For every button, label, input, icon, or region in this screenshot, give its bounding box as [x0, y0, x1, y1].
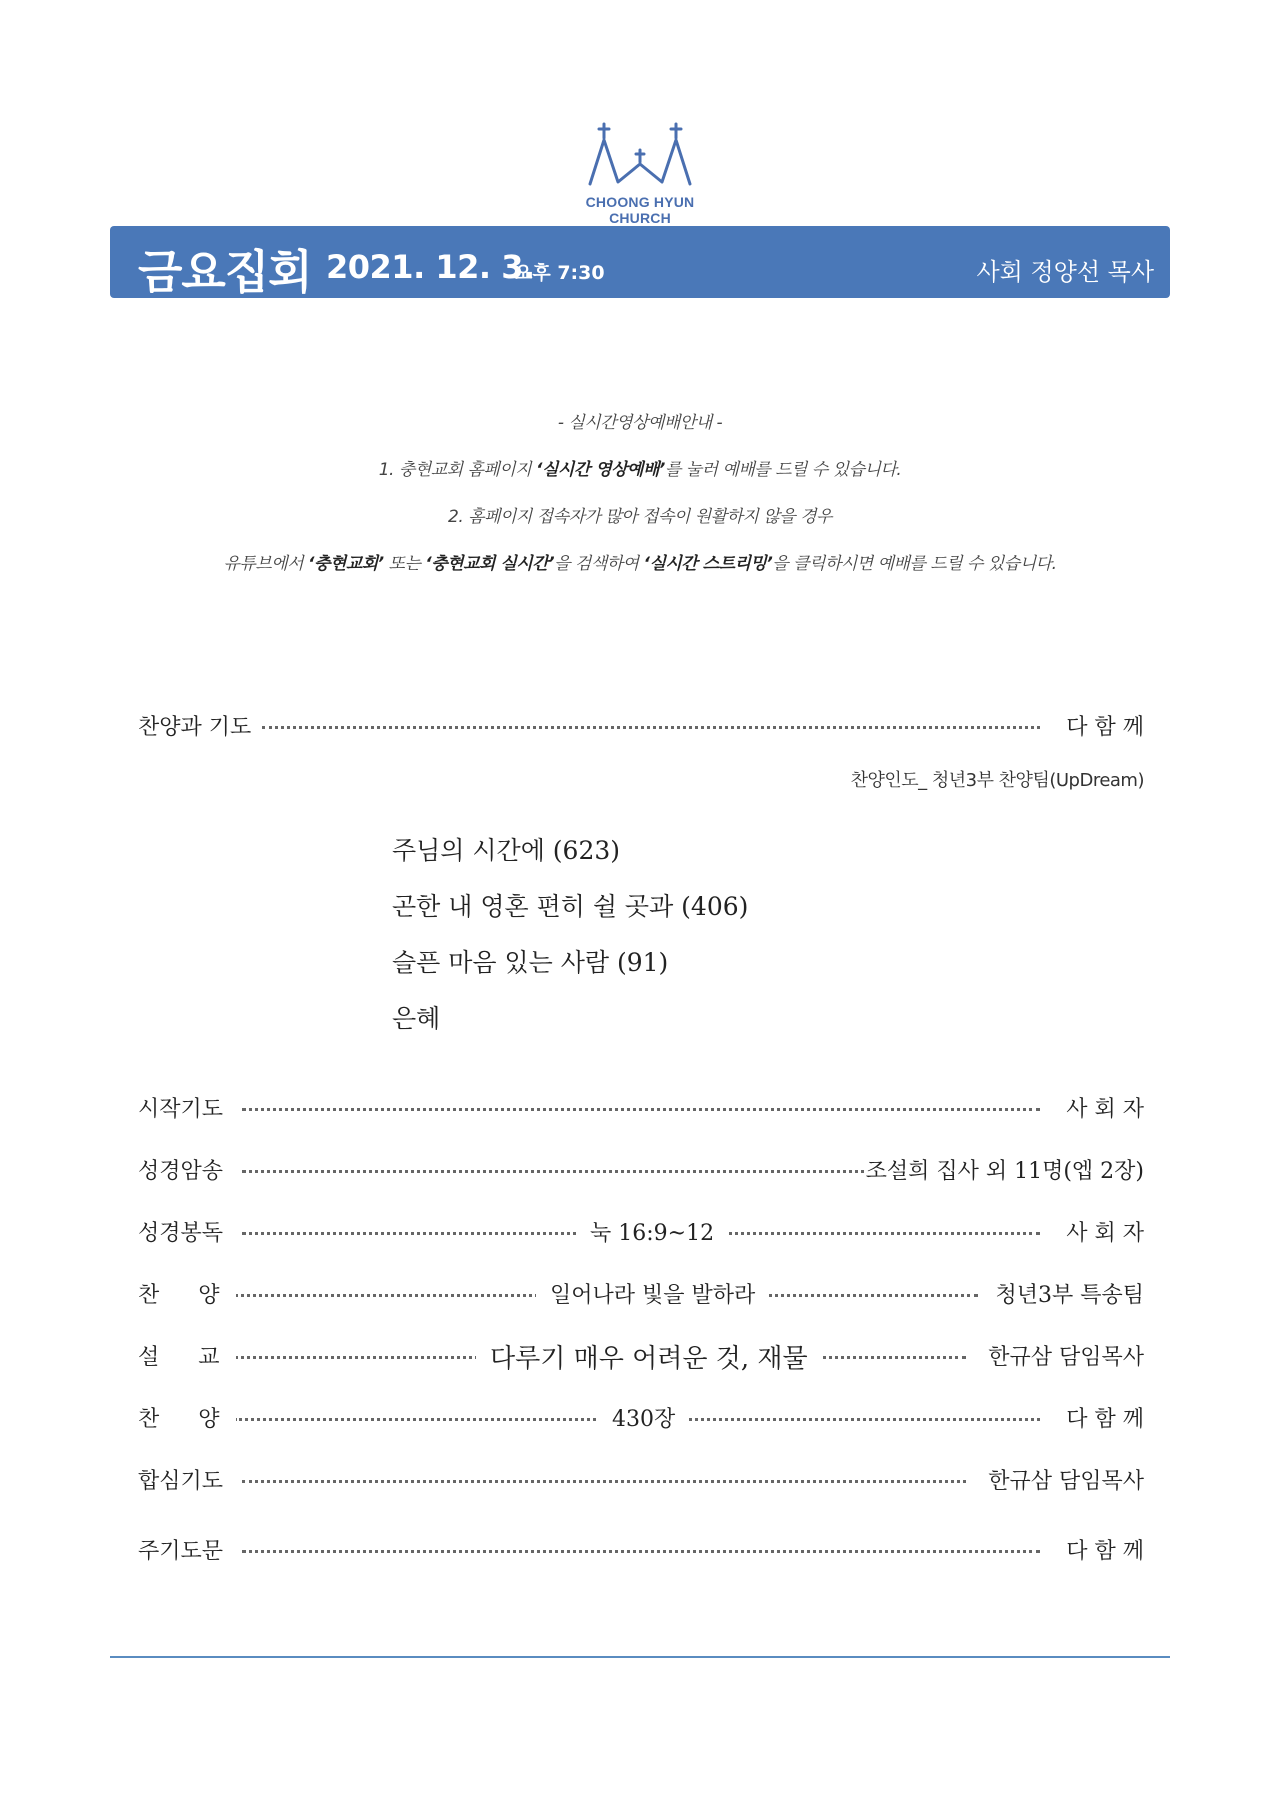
order-label: 성경봉독 [138, 1216, 223, 1247]
song-item: 곤한 내 영혼 편히 쉴 곳과 (406) [392, 892, 749, 921]
notice-text: 유튜브에서 [223, 554, 309, 574]
order-label: 합심기도 [138, 1464, 223, 1495]
order-item-praise [138, 710, 1144, 744]
order-leader: 다 함 께 [1066, 1402, 1144, 1433]
order-leader: 다 함 께 [1066, 1534, 1144, 1565]
notice-text: 를 눌러 예배를 드릴 수 있습니다. [664, 460, 902, 480]
order-leader: 사 회 자 [1066, 1216, 1144, 1247]
song-item: 슬픈 마음 있는 사람 (91) [392, 948, 669, 977]
order-leader: 한규삼 담임목사 [988, 1340, 1144, 1371]
order-content: 430장 [598, 1402, 689, 1433]
footer-divider [110, 1656, 1170, 1658]
leader-dots [262, 726, 1040, 729]
order-label: 찬 양 [138, 1278, 236, 1309]
order-label: 시작기도 [138, 1092, 223, 1123]
song-item: 은혜 [392, 1004, 441, 1033]
church-logo-icon [580, 120, 700, 190]
notice-text: 또는 [383, 554, 426, 574]
service-time: 오후 7:30 [514, 262, 605, 284]
order-label: 설 교 [138, 1340, 236, 1371]
order-leader: 다 함 께 [1066, 710, 1144, 741]
praise-leader-note: 찬양인도_ 청년3부 찬양팀(UpDream) [850, 770, 1144, 791]
order-leader: 한규삼 담임목사 [988, 1464, 1144, 1495]
order-item-opening-prayer [138, 1092, 1144, 1126]
order-leader: 청년3부 특송팀 [995, 1278, 1144, 1309]
notice-bold: ‘실시간 스트리밍’ [643, 554, 773, 574]
leader-dots [242, 1550, 1040, 1553]
order-item-scripture-memory [138, 1154, 1144, 1188]
song-item: 주님의 시간에 (623) [392, 836, 621, 865]
service-date: 2021. 12. 3. [326, 248, 535, 286]
order-label: 찬 양 [138, 1402, 236, 1433]
leader-dots [242, 1108, 1040, 1111]
order-item-hymn-2 [138, 1402, 1144, 1436]
leader-dots [242, 1480, 966, 1483]
order-label: 주기도문 [138, 1534, 223, 1565]
order-item-scripture-reading [138, 1216, 1144, 1250]
notice-bold: ‘충현교회 실시간’ [425, 554, 555, 574]
notice-text: 1. 충현교회 홈페이지 [378, 460, 537, 480]
notice-text: 을 검색하여 [554, 554, 644, 574]
order-content: 눅 16:9~12 [578, 1216, 726, 1247]
order-label: 성경암송 [138, 1154, 223, 1185]
order-item-lords-prayer [138, 1534, 1144, 1568]
notice-bold: ‘실시간 영상예배’ [536, 460, 665, 480]
service-title: 금요집회 [138, 245, 312, 299]
sermon-title: 다루기 매우 어려운 것, 재물 [476, 1338, 822, 1375]
notice-line-3 [110, 549, 1170, 574]
notice-text: 을 클릭하시면 예배를 드릴 수 있습니다. [772, 554, 1057, 574]
church-logo [560, 120, 720, 226]
notice-bold: ‘충현교회’ [308, 554, 384, 574]
notice-heading: - 실시간영상예배안내 - [557, 413, 723, 433]
header-banner [110, 226, 1170, 298]
order-item-sermon [138, 1340, 1144, 1374]
service-host: 사회 정양선 목사 [976, 258, 1154, 286]
church-name: CHOONG HYUN CHURCH [585, 194, 695, 226]
notice-line-1 [110, 455, 1170, 480]
notice-line-2: 2. 홈페이지 접속자가 많아 접속이 원활하지 않을 경우 [448, 507, 832, 527]
order-item-hymn-1 [138, 1278, 1144, 1312]
order-content: 일어나라 빛을 발하라 [536, 1278, 769, 1309]
order-leader: 사 회 자 [1066, 1092, 1144, 1123]
leader-dots [242, 1170, 872, 1173]
order-label: 찬양과 기도 [138, 710, 251, 741]
order-item-united-prayer [138, 1464, 1144, 1498]
order-leader: 조설희 집사 외 11명(엡 2장) [866, 1154, 1144, 1185]
